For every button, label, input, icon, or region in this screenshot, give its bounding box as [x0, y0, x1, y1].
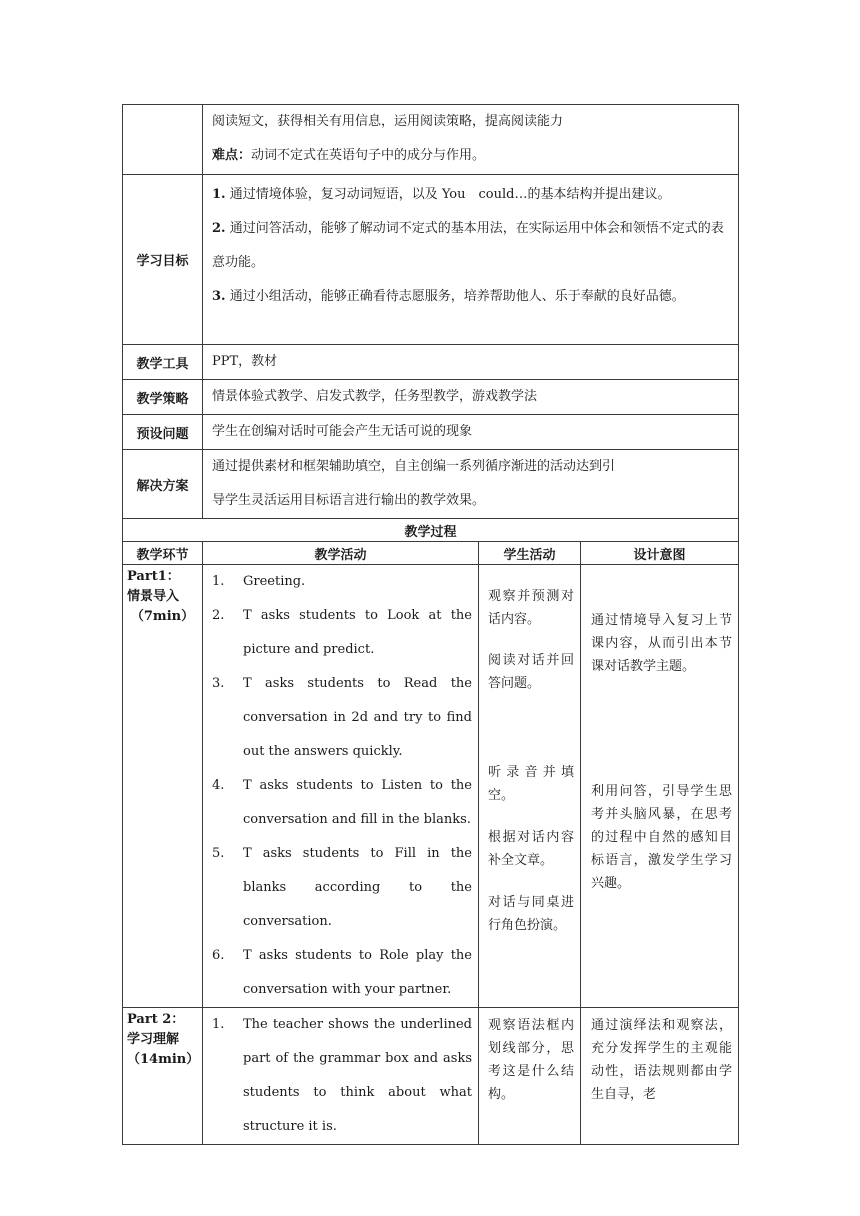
part1-activities — [203, 565, 479, 1008]
strategy-label: 教学策略 — [123, 380, 203, 415]
student-activity: 听录音并填空。 — [488, 765, 574, 803]
part2-activities — [203, 1008, 479, 1145]
solution-label: 解决方案 — [123, 450, 203, 519]
design-intent: 通过演绎法和观察法，充分发挥学生的主观能动性，语法规则都由学生自寻，老 — [591, 1018, 733, 1102]
goals-content — [203, 175, 739, 345]
solution-line: 通过提供素材和框架辅助填空，自主创编一系列循序渐进的活动达到引 — [212, 459, 616, 474]
difficulty-cont-text: 阅读短文，获得相关有用信息，运用阅读策略，提高阅读能力 — [212, 114, 564, 129]
student-activity: 根据对话内容补全文章。 — [488, 830, 574, 868]
design-intent: 利用问答，引导学生思考并头脑风暴，在思考的过程中自然的感知目标语言，激发学生学习兴趣。 — [591, 784, 733, 891]
difficulty-label: 难点： — [212, 148, 252, 163]
process-title: 教学过程 — [123, 519, 739, 542]
goal-item: 2. 通过问答活动，能够了解动词不定式的基本用法，在实际运用中体会和领悟不定式的表意功能。 — [212, 221, 724, 270]
activity-item: 2. T asks students to Look at the picture and predict. — [212, 608, 472, 657]
difficulty-row — [123, 105, 739, 175]
lesson-plan-table — [122, 104, 739, 1145]
problem-text: 学生在创编对话时可能会产生无话可说的现象 — [203, 415, 739, 450]
goal-item: 3. 通过小组活动，能够正确看待志愿服务，培养帮助他人、乐于奉献的良好品德。 — [212, 289, 685, 304]
header-intent: 设计意图 — [581, 542, 739, 565]
part2-activity-list — [203, 1008, 472, 1144]
goal-item: 1. 通过情境体验，复习动词短语，以及 You could…的基本结构并提出建议。 — [212, 187, 671, 202]
process-title-row — [123, 519, 739, 542]
solution-line: 导学生灵活运用目标语言进行输出的教学效果。 — [212, 493, 486, 508]
header-activity: 教学活动 — [203, 542, 479, 565]
part1-time: （7min） — [130, 609, 195, 624]
difficulty-text: 动词不定式在英语句子中的成分与作用。 — [251, 148, 486, 163]
part2-stage — [123, 1008, 203, 1145]
student-activity: 对话与同桌进行角色扮演。 — [488, 895, 574, 933]
part2-row — [123, 1008, 739, 1145]
part2-sub: 学习理解 — [127, 1032, 180, 1047]
part1-activity-list — [203, 565, 472, 1007]
part1-sub: 情景导入 — [127, 589, 180, 604]
part2-student — [479, 1008, 581, 1145]
strategy-text: 情景体验式教学、启发式教学，任务型教学，游戏教学法 — [203, 380, 739, 415]
part2-name: Part 2： — [127, 1012, 185, 1027]
part1-student — [479, 565, 581, 1008]
difficulty-label-cell — [123, 105, 203, 175]
activity-item: 6. T asks students to Role play the conversation with your partner. — [212, 948, 472, 997]
problem-label: 预设问题 — [123, 415, 203, 450]
activity-item: 5. T asks students to Fill in the blanks according to the conversation. — [212, 846, 472, 929]
part1-row — [123, 565, 739, 1008]
student-activity: 观察并预测对话内容。 — [488, 589, 574, 627]
student-activity: 观察语法框内划线部分，思考这是什么结构。 — [488, 1018, 574, 1102]
part2-time: （14min） — [127, 1052, 200, 1067]
design-intent: 通过情境导入复习上节课内容，从而引出本节课对话教学主题。 — [591, 613, 733, 674]
solution-content — [203, 450, 739, 519]
goals-label: 学习目标 — [123, 175, 203, 345]
goals-row — [123, 175, 739, 345]
part1-stage — [123, 565, 203, 1008]
tools-text: PPT，教材 — [203, 345, 739, 380]
part2-intent — [581, 1008, 739, 1145]
part1-intent — [581, 565, 739, 1008]
activity-item: 3. T asks students to Read the conversation in 2d and try to find out the answers quickly. — [212, 676, 472, 759]
header-stage: 教学环节 — [123, 542, 203, 565]
strategy-row — [123, 380, 739, 415]
activity-item: 4. T asks students to Listen to the conversation and fill in the blanks. — [212, 778, 472, 827]
part1-name: Part1： — [127, 569, 180, 584]
problem-row — [123, 415, 739, 450]
process-header-row — [123, 542, 739, 565]
tools-label: 教学工具 — [123, 345, 203, 380]
student-activity: 阅读对话并回答问题。 — [488, 653, 574, 691]
solution-row — [123, 450, 739, 519]
difficulty-content — [203, 105, 739, 175]
tools-row — [123, 345, 739, 380]
header-student: 学生活动 — [479, 542, 581, 565]
activity-item: 1. The teacher shows the underlined part of the grammar box and asks students to think about what structure it is. — [212, 1017, 472, 1134]
activity-item: 1. Greeting. — [212, 574, 306, 589]
